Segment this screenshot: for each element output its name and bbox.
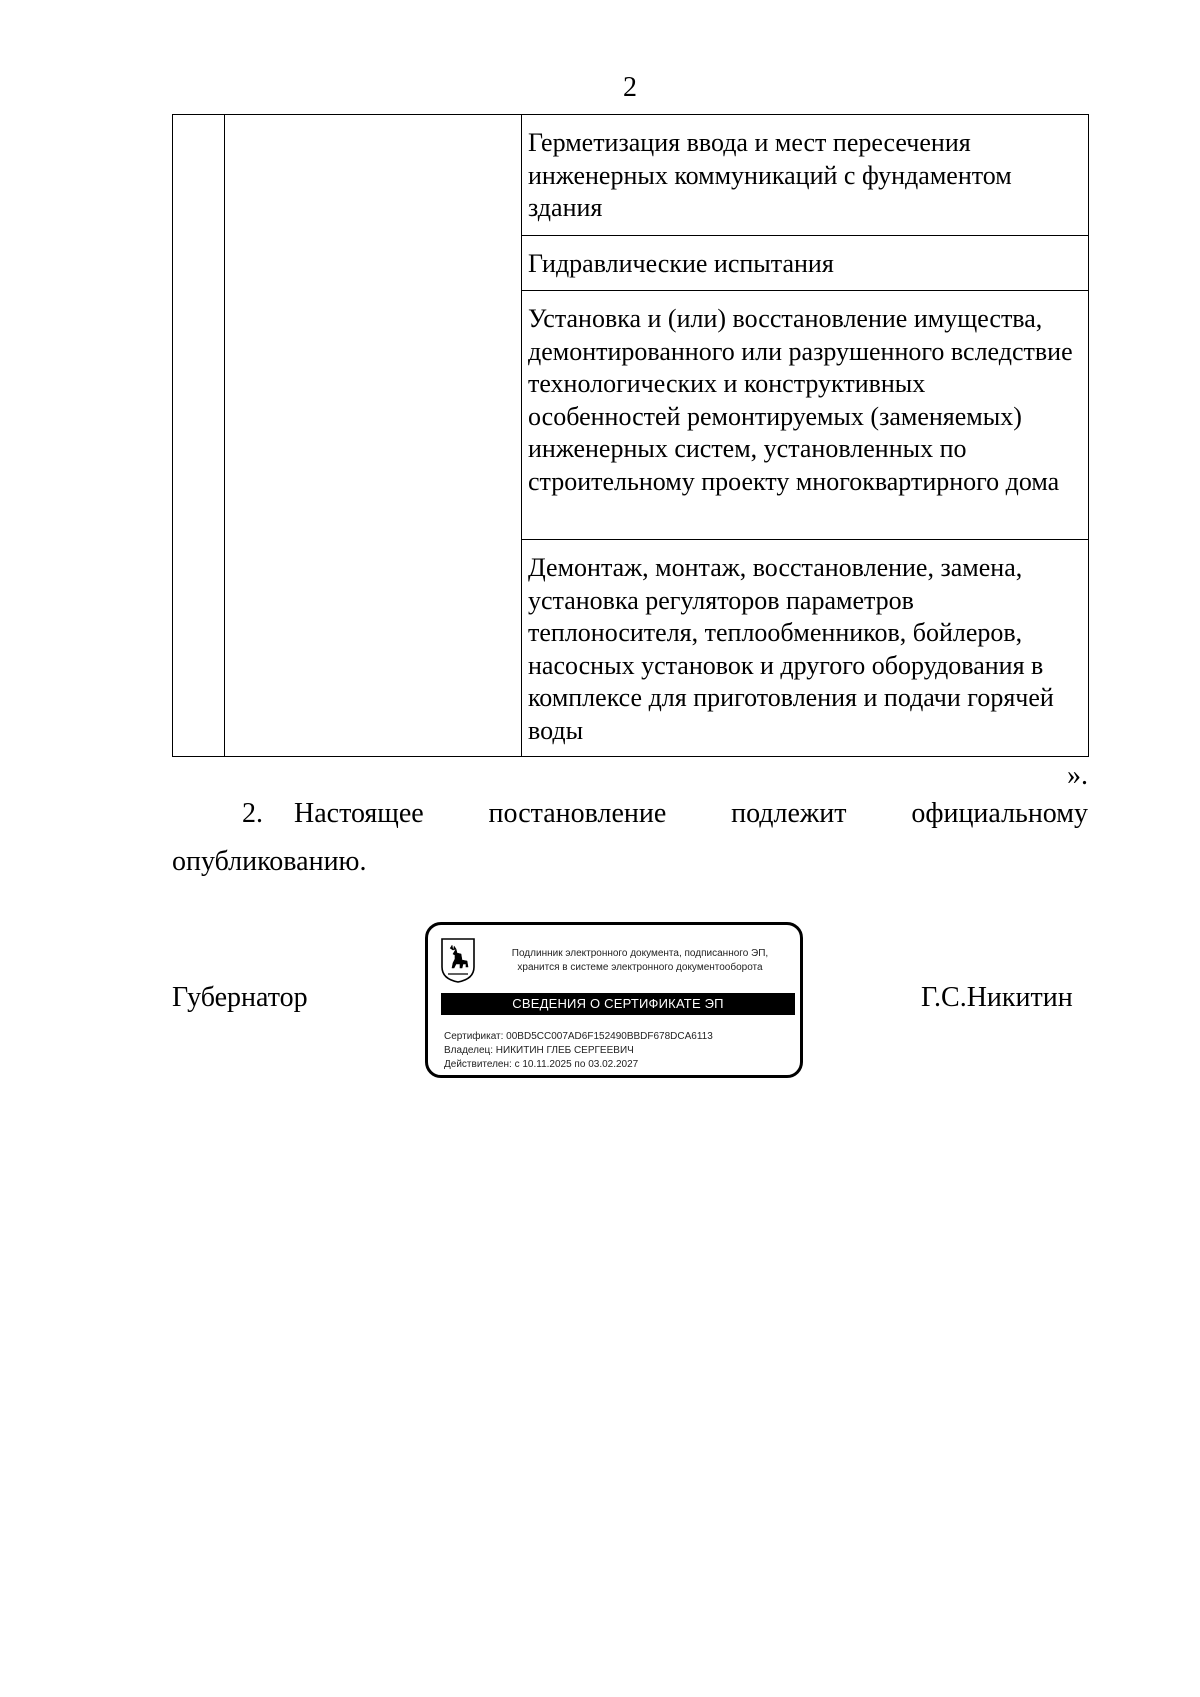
closing-quote: ». [1067,760,1088,791]
certificate-owner: Владелец: НИКИТИН ГЛЕБ СЕРГЕЕВИЧ [444,1045,634,1056]
works-table [172,114,1089,757]
stamp-header: СВЕДЕНИЯ О СЕРТИФИКАТЕ ЭП [441,993,795,1015]
paragraph-number: 2. [242,798,263,829]
work-item: Гидравлические испытания [522,236,1089,291]
certificate-details [444,1030,794,1072]
certificate-validity: Действителен: с 10.11.2025 по 03.02.2027 [444,1059,639,1070]
page-number: 2 [623,72,637,103]
stamp-storage-note [482,947,798,975]
stamp-storage-line-2: хранится в системе электронного документооборота [517,962,763,973]
paragraph-text: Настоящее постановление подлежит официальному опубликованию. [172,798,1088,877]
stamp-storage-line-1: Подлинник электронного документа, подписанного ЭП, [511,948,769,959]
paragraph-2 [172,790,1088,886]
element-cell [225,115,522,757]
work-item: Герметизация ввода и мест пересечения инженерных коммуникаций с фундаментом здания [522,115,1089,236]
signatory-name: Г.С.Никитин [921,982,1073,1013]
signatory-title: Губернатор [172,982,308,1013]
table-row [173,115,1089,236]
number-cell [173,115,225,757]
work-item: Установка и (или) восстановление имущества, демонтированного или разрушенного вследствие технологических и конструктивных особенностей ремонтируемых (заменяемых) инженерных систем, установленных по строительному проекту многоквартирного дома [522,291,1089,540]
certificate-number: Сертификат: 00BD5CC007AD6F152490BBDF678DCA6113 [444,1031,713,1042]
deer-coat-of-arms-icon [440,937,476,983]
electronic-signature-stamp [425,922,803,1078]
work-item: Демонтаж, монтаж, восстановление, замена, установка регуляторов параметров теплоносителя, теплообменников, бойлеров, насосных установок и другого оборудования в комплексе для приготовления и подачи горячей воды [522,540,1089,757]
